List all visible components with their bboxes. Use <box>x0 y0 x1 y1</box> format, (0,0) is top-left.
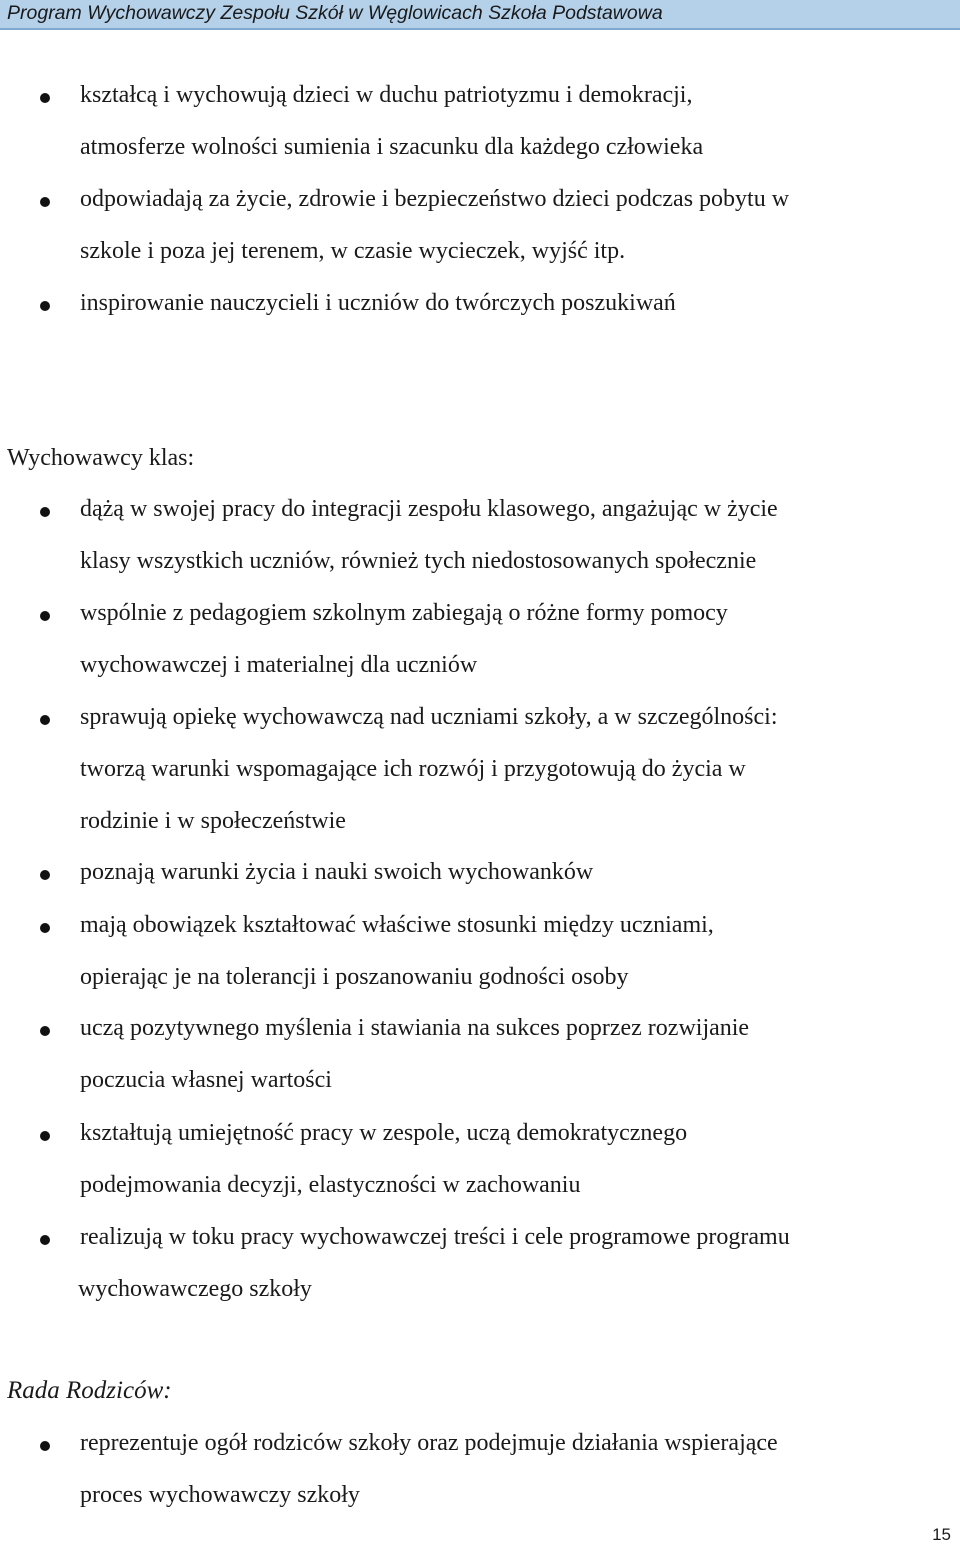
list-item-line: poznają warunki życia i nauki swoich wychowanków <box>80 859 594 885</box>
bullet-icon <box>40 507 50 517</box>
list-item-line: sprawują opiekę wychowawczą nad uczniami szkoły, a w szczególności: <box>80 704 778 730</box>
bullet-icon <box>40 1235 50 1245</box>
bullet-icon <box>40 923 50 933</box>
list-item-line: mają obowiązek kształtować właściwe stosunki między uczniami, <box>80 912 714 938</box>
list-item-line: wspólnie z pedagogiem szkolnym zabiegają o różne formy pomocy <box>80 600 728 626</box>
header-title: Program Wychowawczy Zespołu Szkół w Węglowicach Szkoła Podstawowa <box>7 2 663 24</box>
list-item-line: realizują w toku pracy wychowawczej treści i cele programowe programu <box>80 1224 790 1250</box>
list-item-line: opierając je na tolerancji i poszanowaniu godności osoby <box>80 964 629 990</box>
list-item-line: klasy wszystkich uczniów, również tych niedostosowanych społecznie <box>80 548 757 574</box>
list-item-line: wychowawczej i materialnej dla uczniów <box>80 652 478 678</box>
bullet-icon <box>40 715 50 725</box>
list-item-line: dążą w swojej pracy do integracji zespołu klasowego, angażując w życie <box>80 496 778 522</box>
list-item-line: poczucia własnej wartości <box>80 1067 332 1093</box>
list-item-line: rodzinie i w społeczeństwie <box>80 808 346 834</box>
page-number: 15 <box>932 1525 951 1544</box>
section-heading-wychowawcy: Wychowawcy klas: <box>7 445 195 471</box>
bullet-icon <box>40 301 50 311</box>
list-item-line: proces wychowawczy szkoły <box>80 1482 360 1508</box>
section-heading-rada-rodzicow: Rada Rodziców: <box>7 1377 172 1404</box>
list-item-line: tworzą warunki wspomagające ich rozwój i przygotowują do życia w <box>80 756 746 782</box>
list-item-line: podejmowania decyzji, elastyczności w zachowaniu <box>80 1172 581 1198</box>
list-item-line: kształtują umiejętność pracy w zespole, uczą demokratycznego <box>80 1120 688 1146</box>
list-item-line: wychowawczego szkoły <box>78 1276 312 1302</box>
list-item-line: atmosferze wolności sumienia i szacunku dla każdego człowieka <box>80 134 704 160</box>
page-header <box>0 0 960 30</box>
bullet-icon <box>40 1441 50 1451</box>
bullet-icon <box>40 93 50 103</box>
bullet-icon <box>40 197 50 207</box>
bullet-icon <box>40 611 50 621</box>
list-item-line: szkole i poza jej terenem, w czasie wycieczek, wyjść itp. <box>80 238 626 264</box>
list-item-line: inspirowanie nauczycieli i uczniów do twórczych poszukiwań <box>80 290 676 316</box>
list-item-line: kształcą i wychowują dzieci w duchu patriotyzmu i demokracji, <box>80 82 693 108</box>
bullet-icon <box>40 1026 50 1036</box>
list-item-line: odpowiadają za życie, zdrowie i bezpieczeństwo dzieci podczas pobytu w <box>80 186 790 212</box>
bullet-icon <box>40 1131 50 1141</box>
list-item-line: reprezentuje ogół rodziców szkoły oraz podejmuje działania wspierające <box>80 1430 778 1456</box>
bullet-icon <box>40 870 50 880</box>
list-item-line: uczą pozytywnego myślenia i stawiania na sukces poprzez rozwijanie <box>80 1015 750 1041</box>
